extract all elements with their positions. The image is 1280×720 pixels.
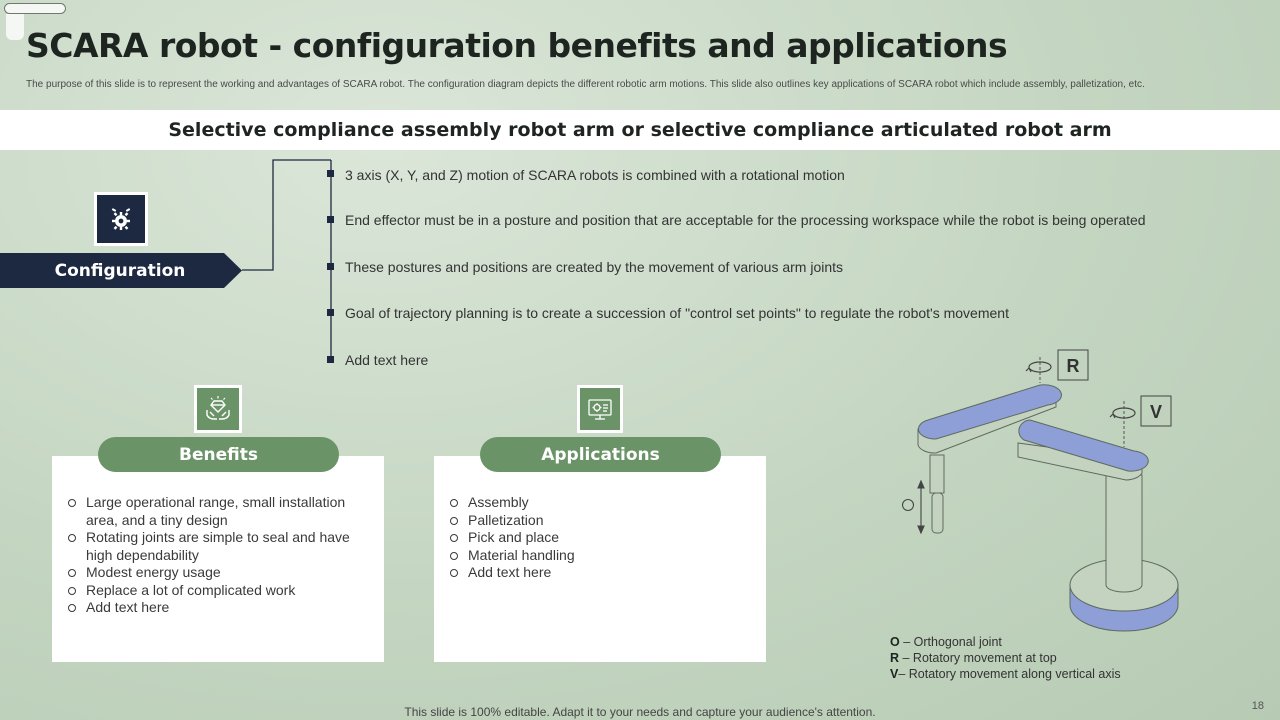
- applications-label: Applications: [480, 437, 721, 472]
- configuration-connector: [0, 0, 340, 370]
- hands-gem-icon: [197, 388, 239, 430]
- application-item-1: Assembly: [450, 494, 754, 512]
- benefit-item-2: Rotating joints are simple to seal and have high dependability: [68, 529, 372, 564]
- applications-icon-box: [577, 385, 623, 433]
- benefit-item-1: Large operational range, small installation area, and a tiny design: [68, 494, 372, 529]
- r-label: R: [1066, 356, 1080, 376]
- applications-list: [450, 494, 754, 582]
- scara-robot-diagram: [890, 345, 1190, 635]
- benefit-item-3: Modest energy usage: [68, 564, 372, 582]
- config-item-4: Goal of trajectory planning is to create a succession of "control set points" to regulate the robot's movement: [345, 305, 1009, 321]
- legend-item-o: O – Orthogonal joint: [890, 635, 1002, 649]
- legend-item-r: R – Rotatory movement at top: [890, 651, 1057, 665]
- slide-title: SCARA robot - configuration benefits and applications: [26, 26, 1008, 65]
- slide-subtitle: The purpose of this slide is to represent the working and advantages of SCARA robot. The configuration diagram depicts the different robotic arm motions. This slide also outlines key applications of SCARA robot which include assembly, palletization, etc.: [26, 79, 1145, 90]
- config-item-5: Add text here: [345, 352, 429, 368]
- diagram-legend: [890, 634, 1121, 682]
- config-item-2: End effector must be in a posture and position that are acceptable for the processing workspace while the robot is being operated: [345, 212, 1146, 228]
- config-item-3: These postures and positions are created by the movement of various arm joints: [345, 259, 844, 275]
- applications-card: [434, 456, 766, 662]
- benefits-icon-box: [194, 385, 242, 433]
- application-item-5: Add text here: [450, 564, 754, 582]
- benefits-list: [68, 494, 372, 617]
- monitor-gear-icon: [580, 388, 620, 430]
- v-label: V: [1149, 402, 1163, 422]
- benefit-item-4: Replace a lot of complicated work: [68, 582, 372, 600]
- page-number: 18: [1251, 700, 1264, 712]
- application-item-4: Material handling: [450, 547, 754, 565]
- config-item-1: 3 axis (X, Y, and Z) motion of SCARA robots is combined with a rotational motion: [345, 167, 845, 183]
- application-item-2: Palletization: [450, 512, 754, 530]
- benefit-item-5: Add text here: [68, 599, 372, 617]
- configuration-label: Configuration: [54, 260, 186, 281]
- slide-footer: This slide is 100% editable. Adapt it to your needs and capture your audience's attention.: [404, 705, 876, 719]
- benefits-card: [52, 456, 384, 662]
- banner-text: Selective compliance assembly robot arm or selective compliance articulated robot arm: [168, 119, 1112, 141]
- application-item-3: Pick and place: [450, 529, 754, 547]
- legend-item-v: V– Rotatory movement along vertical axis: [890, 667, 1121, 681]
- benefits-label: Benefits: [98, 437, 339, 472]
